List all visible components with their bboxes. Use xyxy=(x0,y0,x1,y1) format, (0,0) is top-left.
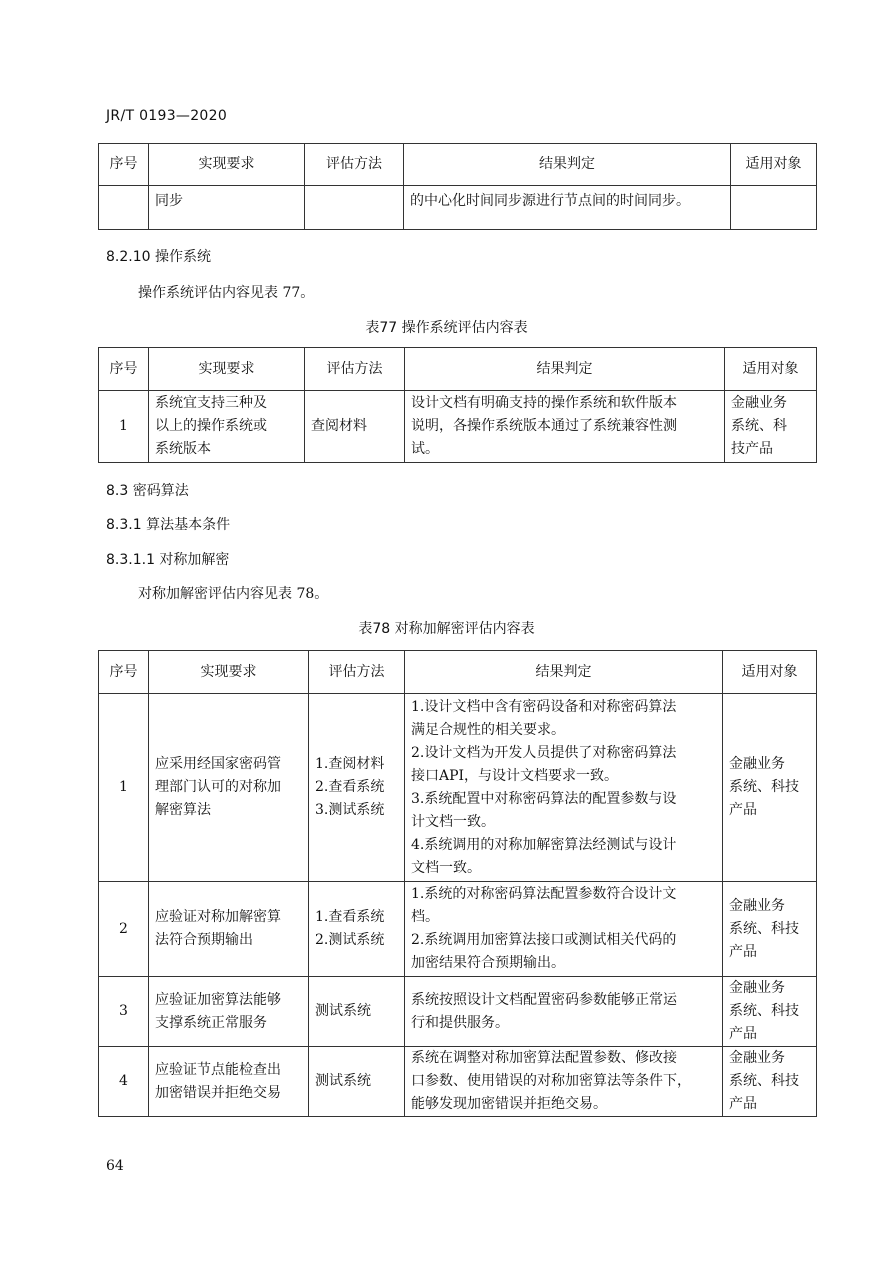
target-cell xyxy=(723,882,817,977)
header-col-result: 结果判定 xyxy=(405,651,723,694)
page-number: 64 xyxy=(106,1158,124,1174)
cell-line: 支撑系统正常服务 xyxy=(155,1014,267,1031)
cell-line: 说明，各操作系统版本通过了系统兼容性测 xyxy=(411,418,677,434)
requirement-cell xyxy=(149,694,309,882)
cell-line: 应验证对称加解密算 xyxy=(155,909,281,925)
section-intro-8-2-10: 操作系统评估内容见表 77。 xyxy=(138,285,315,301)
row-index: 1 xyxy=(99,694,149,882)
header-col-method: 评估方法 xyxy=(305,348,405,391)
section-heading-8-3-1-1: 8.3.1.1 对称加解密 xyxy=(106,552,230,568)
table-body xyxy=(99,694,817,1117)
cell-line: 2.测试系统 xyxy=(315,932,385,948)
result-cell xyxy=(405,1047,723,1117)
cell-line: 测试系统 xyxy=(315,1073,371,1089)
requirement-cell xyxy=(149,1047,309,1117)
cell-line: 测试系统 xyxy=(315,1003,371,1019)
table-row xyxy=(99,882,817,977)
row-index: 2 xyxy=(99,882,149,977)
target-cell xyxy=(723,694,817,882)
cell-line: 法符合预期输出 xyxy=(155,932,253,948)
cell-line: 产品 xyxy=(729,1026,757,1042)
cell-line: 同步 xyxy=(155,193,183,209)
target-cell xyxy=(731,186,817,230)
cell-line: 系统、科技 xyxy=(729,1073,799,1089)
section-heading-8-2-10: 8.2.10 操作系统 xyxy=(106,249,211,265)
header-col-target: 适用对象 xyxy=(723,651,817,694)
cell-line: 4.系统调用的对称加解密算法经测试与设计 xyxy=(411,836,677,853)
cell-line: 系统宜支持三种及 xyxy=(155,395,267,411)
cell-line: 产品 xyxy=(729,1096,757,1112)
header-col-method: 评估方法 xyxy=(309,651,405,694)
table-row xyxy=(99,391,817,463)
cell-line: 2.查看系统 xyxy=(315,779,385,795)
cell-line: 试。 xyxy=(411,441,439,457)
cell-line: 计文档一致。 xyxy=(411,813,495,830)
row-index: 3 xyxy=(99,977,149,1047)
cell-line: 金融业务 xyxy=(729,756,785,772)
table77 xyxy=(98,347,817,463)
cell-line: 金融业务 xyxy=(729,897,785,914)
cell-line: 金融业务 xyxy=(731,395,787,411)
table77-caption: 表77 操作系统评估内容表 xyxy=(365,320,528,336)
cell-line: 系统、科技 xyxy=(729,779,799,795)
header-col-requirement: 实现要求 xyxy=(149,348,305,391)
cell-line: 1.查看系统 xyxy=(315,909,385,925)
target-cell xyxy=(723,1047,817,1117)
cell-line: 能够发现加密错误并拒绝交易。 xyxy=(411,1096,607,1112)
table-row xyxy=(99,1047,817,1117)
table78-caption: 表78 对称加解密评估内容表 xyxy=(358,621,535,637)
requirement-cell xyxy=(149,186,305,230)
cell-line: 系统、科技 xyxy=(729,920,799,937)
method-cell xyxy=(309,1047,405,1117)
cell-line: 满足合规性的相关要求。 xyxy=(411,721,565,738)
header-col-index: 序号 xyxy=(99,348,149,391)
cell-line: 系统按照设计文档配置密码参数能够正常运 xyxy=(411,991,677,1008)
header-col-index: 序号 xyxy=(99,144,149,186)
table-row xyxy=(99,186,817,230)
cell-line: 应验证加密算法能够 xyxy=(155,991,281,1008)
cell-line: 金融业务 xyxy=(729,1050,785,1066)
header-col-requirement: 实现要求 xyxy=(149,144,305,186)
cell-line: 3.系统配置中对称密码算法的配置参数与设 xyxy=(411,790,677,807)
document-code: JR/T 0193—2020 xyxy=(106,108,228,124)
result-cell xyxy=(405,882,723,977)
cell-line: 设计文档有明确支持的操作系统和软件版本 xyxy=(411,395,677,411)
row-index: 1 xyxy=(99,391,149,463)
cell-line: 产品 xyxy=(729,802,757,818)
table-header-row xyxy=(99,651,817,694)
table78 xyxy=(98,650,817,1117)
method-cell xyxy=(305,186,404,230)
method-cell xyxy=(305,391,405,463)
result-cell xyxy=(404,186,731,230)
cell-line: 行和提供服务。 xyxy=(411,1014,509,1031)
cell-line: 查阅材料 xyxy=(311,418,367,434)
cell-line: 解密算法 xyxy=(155,802,211,818)
row-index: 4 xyxy=(99,1047,149,1117)
header-col-requirement: 实现要求 xyxy=(149,651,309,694)
cell-line: 3.测试系统 xyxy=(315,802,385,818)
cell-line: 应采用经国家密码管 xyxy=(155,756,281,772)
requirement-cell xyxy=(149,391,305,463)
requirement-cell xyxy=(149,882,309,977)
cell-line: 1.系统的对称密码算法配置参数符合设计文 xyxy=(411,886,677,902)
header-col-index: 序号 xyxy=(99,651,149,694)
target-cell xyxy=(725,391,817,463)
method-cell xyxy=(309,977,405,1047)
cell-line: 以上的操作系统或 xyxy=(155,418,267,434)
target-cell xyxy=(723,977,817,1047)
section-heading-8-3-1: 8.3.1 算法基本条件 xyxy=(106,517,231,533)
table-body xyxy=(99,186,817,230)
table-header-row xyxy=(99,348,817,391)
cell-line: 加密错误并拒绝交易 xyxy=(155,1084,281,1101)
cell-line: 档。 xyxy=(411,909,439,925)
requirement-cell xyxy=(149,977,309,1047)
method-cell xyxy=(309,882,405,977)
method-cell xyxy=(309,694,405,882)
cell-line: 1.查阅材料 xyxy=(315,756,385,772)
header-col-target: 适用对象 xyxy=(725,348,817,391)
header-col-method: 评估方法 xyxy=(305,144,404,186)
continued-table xyxy=(98,143,817,230)
cell-line: 2.设计文档为开发人员提供了对称密码算法 xyxy=(411,744,677,761)
result-cell xyxy=(405,977,723,1047)
cell-line: 产品 xyxy=(729,943,757,960)
cell-line: 的中心化时间同步源进行节点间的时间同步。 xyxy=(410,193,690,209)
section-intro-8-3-1-1: 对称加解密评估内容见表 78。 xyxy=(138,586,329,602)
cell-line: 2.系统调用加密算法接口或测试相关代码的 xyxy=(411,932,677,948)
result-cell xyxy=(405,391,725,463)
cell-line: 技产品 xyxy=(731,441,773,457)
cell-line: 系统、科技 xyxy=(729,1003,799,1019)
cell-line: 系统在调整对称加密算法配置参数、修改接 xyxy=(411,1050,677,1066)
cell-line: 金融业务 xyxy=(729,980,785,996)
header-col-target: 适用对象 xyxy=(731,144,817,186)
cell-line: 接口API，与设计文档要求一致。 xyxy=(411,767,619,784)
table-row xyxy=(99,977,817,1047)
cell-line: 1.设计文档中含有密码设备和对称密码算法 xyxy=(411,698,677,715)
cell-line: 应验证节点能检查出 xyxy=(155,1061,281,1078)
result-cell xyxy=(405,694,723,882)
cell-line: 理部门认可的对称加 xyxy=(155,779,281,795)
table-row xyxy=(99,694,817,882)
header-col-result: 结果判定 xyxy=(404,144,731,186)
section-heading-8-3: 8.3 密码算法 xyxy=(106,483,189,499)
row-index xyxy=(99,186,149,230)
cell-line: 口参数、使用错误的对称加密算法等条件下， xyxy=(411,1073,691,1089)
cell-line: 系统版本 xyxy=(155,441,211,457)
table-header-row xyxy=(99,144,817,186)
cell-line: 系统、科 xyxy=(731,418,787,434)
table-body xyxy=(99,391,817,463)
cell-line: 加密结果符合预期输出。 xyxy=(411,955,565,971)
cell-line: 文档一致。 xyxy=(411,859,481,876)
header-col-result: 结果判定 xyxy=(405,348,725,391)
